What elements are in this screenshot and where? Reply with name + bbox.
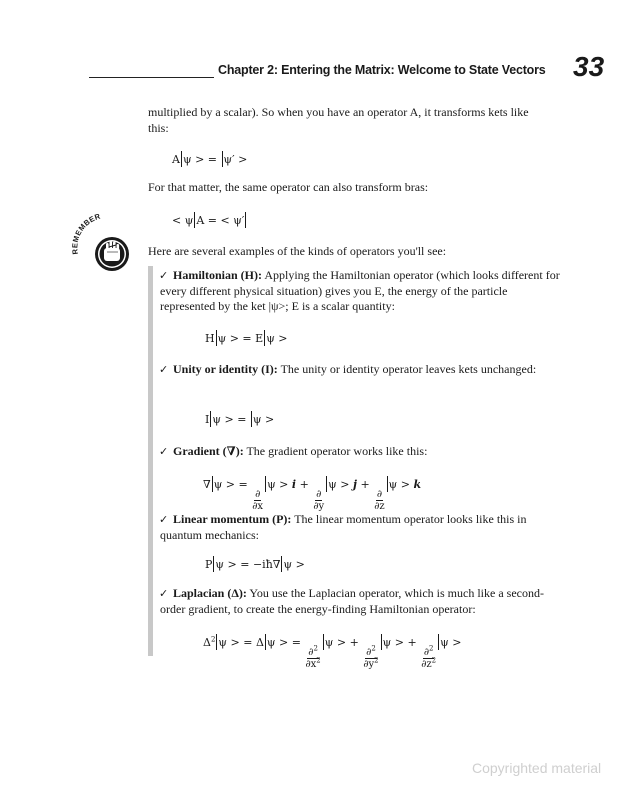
list-item-term: Laplacian (Δ): — [173, 586, 247, 600]
eq-term: ∇ — [203, 478, 211, 491]
list-item-term: Hamiltonian (H): — [173, 268, 262, 282]
eq-term: ψ > — [440, 636, 462, 649]
list-item-linear-momentum — [160, 512, 560, 543]
eq-term: ψ > — [267, 478, 289, 491]
unit-vector-k: k — [413, 478, 422, 491]
eq-term: Δ — [203, 636, 211, 649]
eq-term: ψ > — [266, 332, 288, 345]
list-item-text: Applying the Hamiltonian operator (which looks different for every different physical situation) gives you E, the energy of the particle represented by the ket |ψ>; E is a scalar quantity: — [160, 268, 560, 313]
eq-term: ψ > = — [266, 636, 305, 649]
eq-exponent: 2 — [429, 644, 434, 653]
eq-term: = — [204, 153, 221, 166]
frac-num: ∂ — [366, 647, 372, 658]
list-item-laplacian — [160, 586, 560, 617]
eq-term: + — [403, 636, 421, 649]
eq-term: ψ > = E — [217, 332, 264, 345]
checkmark-icon: ✓ — [159, 269, 169, 282]
equation-gradient — [203, 476, 421, 512]
checkmark-icon: ✓ — [159, 513, 169, 526]
copyright-watermark: Copyrighted material — [472, 760, 602, 776]
frac-num: ∂ — [308, 647, 314, 658]
eq-term: ψ > — [382, 636, 404, 649]
eq-term: ψ′ > — [223, 153, 248, 166]
eq-term: ψ > = — [213, 478, 252, 491]
intro-paragraph-2: For that matter, the same operator can also transform bras: — [148, 180, 429, 194]
eq-term: H — [205, 332, 215, 345]
list-item-text: The unity or identity operator leaves kets unchanged: — [277, 362, 537, 376]
eq-term: ψ > — [252, 413, 275, 426]
eq-exponent: 2 — [431, 656, 437, 665]
frac-den: ∂x — [252, 501, 264, 512]
frac-num: ∂ — [376, 489, 382, 500]
eq-term: < ψ — [172, 214, 194, 227]
remember-icon — [70, 214, 142, 274]
list-item-text: You use the Laplacian operator, which is much like a second-order gradient, to create the energy-finding Hamiltonian operator: — [160, 586, 544, 616]
frac-den: ∂x — [305, 659, 317, 670]
eq-term: ψ > — [328, 478, 350, 491]
header-rule — [89, 77, 214, 78]
frac-num: ∂ — [255, 489, 261, 500]
eq-term: + — [346, 636, 363, 649]
frac-den: ∂z — [421, 659, 432, 670]
equation-hamiltonian — [205, 330, 288, 346]
frac-den: ∂y — [313, 501, 325, 512]
eq-term: ψ > = −iħ∇ — [215, 558, 281, 571]
checkmark-icon: ✓ — [159, 587, 169, 600]
equation-linear-momentum — [205, 556, 305, 572]
eq-term: ψ > — [324, 636, 347, 649]
eq-term: ψ > = Δ — [218, 636, 264, 649]
checkmark-icon: ✓ — [159, 445, 169, 458]
intro-paragraph-1: multiplied by a scalar). So when you have an operator A, it transforms kets like this: — [148, 105, 529, 135]
list-item-identity — [160, 362, 560, 378]
remember-label: REMEMBER — [70, 214, 102, 255]
frac-num: ∂ — [423, 647, 429, 658]
equation-identity — [205, 411, 274, 427]
equation-bra-operator — [172, 212, 247, 228]
unit-vector-i: i — [291, 478, 297, 491]
eq-term: P — [205, 558, 213, 571]
eq-term: A — [172, 153, 180, 166]
eq-exponent: 2 — [374, 656, 379, 665]
equation-laplacian — [203, 634, 461, 670]
eq-exponent: 2 — [316, 656, 321, 665]
list-item-hamiltonian — [160, 268, 560, 315]
eq-term: + — [296, 478, 313, 491]
frac-den: ∂z — [374, 501, 385, 512]
eq-term: A — [196, 214, 205, 227]
unit-vector-j: j — [352, 478, 357, 491]
page-number: 33 — [573, 51, 605, 82]
checkmark-icon: ✓ — [159, 363, 169, 376]
eq-term: ψ > — [388, 478, 410, 491]
intro-paragraph-3: Here are several examples of the kinds of operators you'll see: — [148, 244, 447, 258]
list-item-text: The gradient operator works like this: — [243, 444, 428, 458]
eq-term: = < ψ′ — [204, 214, 245, 227]
list-sidebar-bar — [148, 266, 153, 656]
list-item-term: Linear momentum (P): — [173, 512, 292, 526]
eq-term: ψ > — [182, 153, 205, 166]
eq-term: ψ > = — [212, 413, 250, 426]
eq-exponent: 2 — [210, 635, 216, 644]
eq-exponent: 2 — [371, 644, 376, 653]
list-item-gradient — [160, 444, 560, 460]
list-item-text: The linear momentum operator looks like this in quantum mechanics: — [160, 512, 527, 542]
eq-exponent: 2 — [313, 644, 318, 653]
equation-operator-ket — [172, 151, 247, 167]
frac-den: ∂y — [363, 659, 375, 670]
frac-num: ∂ — [316, 489, 322, 500]
list-item-term: Unity or identity (I): — [173, 362, 278, 376]
eq-term: + — [356, 478, 374, 491]
list-item-term: Gradient (∇): — [173, 444, 244, 458]
eq-term: ψ > — [283, 558, 305, 571]
eq-term: I — [205, 413, 210, 426]
chapter-title: Chapter 2: Entering the Matrix: Welcome to State Vectors — [218, 63, 546, 77]
